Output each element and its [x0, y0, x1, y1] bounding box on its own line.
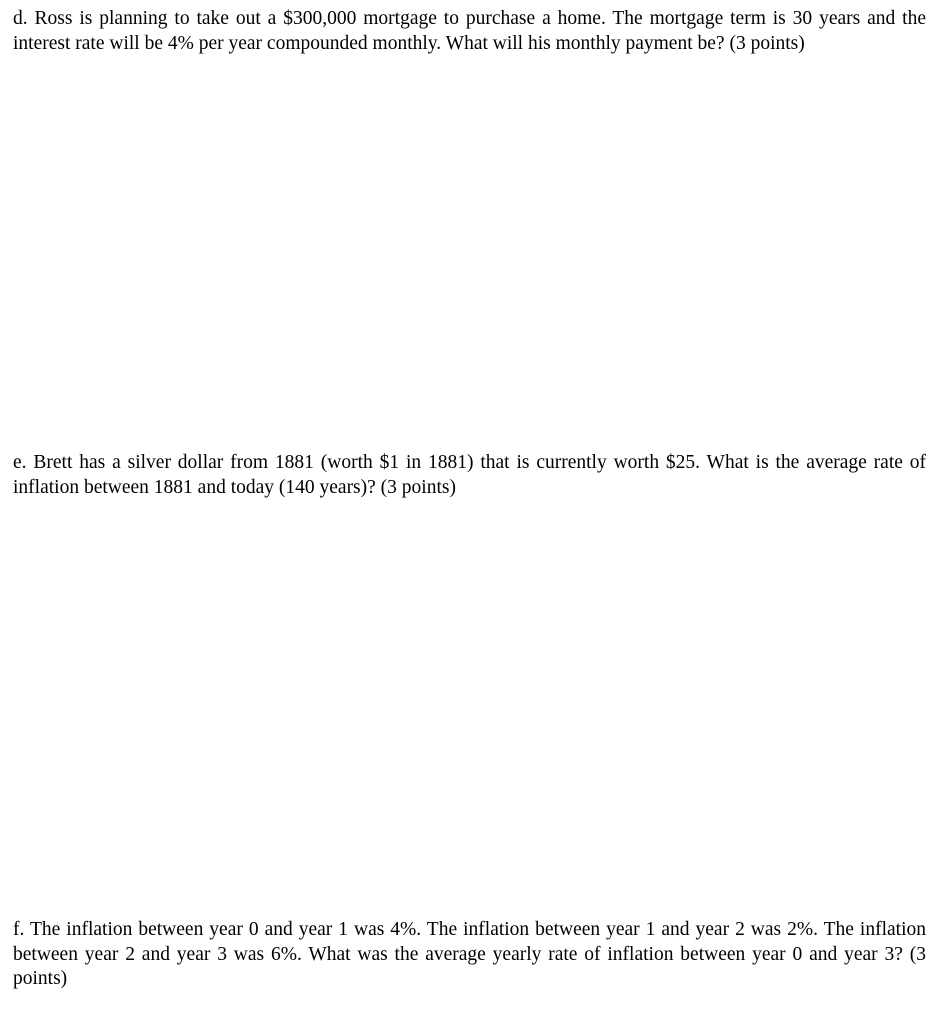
question-f: f. The inflation between year 0 and year 1 was 4%. The inflation between year 1 and year 2 was 2%. The inflation between year 2 and year 3 was 6%. What was the average yearly rate of inflation between year 0 and year 3? (3 points)	[13, 919, 926, 989]
question-d: d. Ross is planning to take out a $300,000 mortgage to purchase a home. The mortgage term is 30 years and the interest rate will be 4% per year compounded monthly. What will his monthly payment be? (3 points)	[13, 8, 926, 54]
question-e: e. Brett has a silver dollar from 1881 (worth $1 in 1881) that is currently worth $25. What is the average rate of inflation between 1881 and today (140 years)? (3 points)	[13, 452, 926, 498]
